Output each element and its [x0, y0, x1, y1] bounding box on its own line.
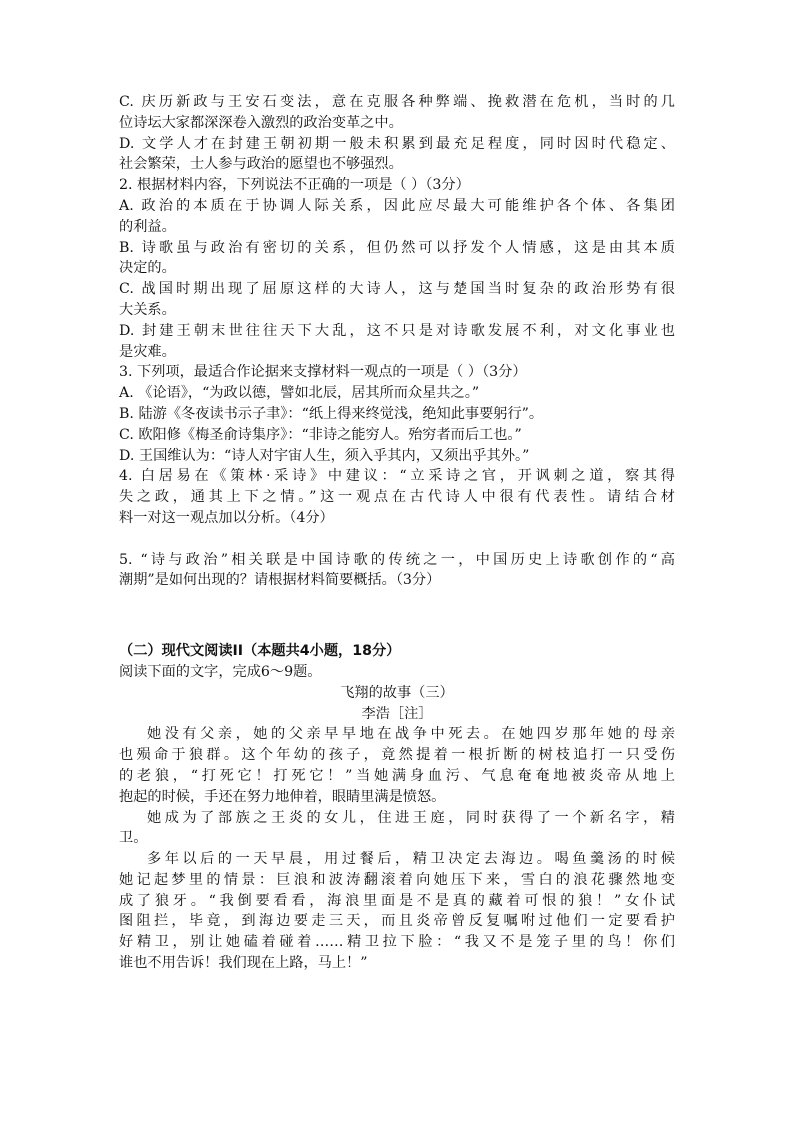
text-line: 也殒命于狼群。这个年幼的孩子，竟然提着一根折断的树枝追打一只受伤 [119, 747, 675, 764]
spacer [119, 591, 675, 641]
text-line: 社会繁荣，士人参与政治的愿望也不够强烈。 [119, 156, 403, 173]
text-line: 位诗坛大家都深深卷入激烈的政治变革之中。 [119, 114, 403, 131]
question-5 [119, 550, 675, 592]
text-line: C. 庆历新政与王安石变法，意在克服各种弊端、挽救潜在危机，当时的几 [119, 94, 675, 110]
text-line: D. 文学人才在封建王朝初期一般未积累到最充足程度，同时因时代稳定、 [119, 135, 675, 152]
text-line: D. 王国维认为：“诗人对宇宙人生，须入乎其内，又须出乎其外。” [119, 447, 530, 464]
reading-instruction: 阅读下面的文字，完成6～9题。 [119, 663, 322, 680]
story-body [119, 724, 675, 974]
text-line: 谁也不用告诉！我们现在上路，马上！” [119, 955, 368, 972]
text-line: B. 诗歌虽与政治有密切的关系，但仍然可以抒发个人情感，这是由其本质 [119, 239, 675, 256]
text-line: 4. 白居易在《策林·采诗》中建议：“立采诗之官，开讽刺之道，察其得 [119, 468, 675, 485]
text-line: C. 欧阳修《梅圣俞诗集序》：“非诗之能穷人。殆穷者而后工也。” [119, 426, 522, 443]
text-line: 好精卫，别让她磕着碰着……精卫拉下脸：“我又不是笼子里的鸟！你们 [119, 934, 675, 951]
text-line: 5. “诗与政治”相关联是中国诗歌的传统之一，中国历史上诗歌创作的“高 [119, 551, 675, 568]
text-line: 多年以后的一天早晨，用过餐后，精卫决定去海边。喝鱼羹汤的时候 [147, 851, 675, 868]
text-line: 失之政，通其上下之情。”这一观点在古代诗人中很有代表性。请结合材 [119, 489, 675, 506]
text-line: 的利益。 [119, 218, 176, 235]
question-block-1-4 [119, 92, 675, 529]
text-line: A. 政治的本质在于协调人际关系，因此应尽最大可能维护各个体、各集团 [119, 197, 675, 214]
text-line: 料一对这一观点加以分析。（4分） [119, 509, 334, 526]
text-line: A. 《论语》，“为政以德，譬如北辰，居其所而众星共之。” [119, 385, 480, 402]
story-title: 飞翔的故事（三） [340, 684, 454, 701]
text-line: 图阻拦，毕竟，到海边要走三天，而且炎帝曾反复嘱咐过他们一定要看护 [119, 913, 675, 930]
text-line: B. 陆游《冬夜读书示子聿》：“纸上得来终觉浅，绝知此事要躬行”。 [119, 405, 544, 422]
text-line: 卫。 [119, 830, 148, 847]
text-line: 她成为了部族之王炎的女儿，住进王庭，同时获得了一个新名字，精 [147, 809, 675, 826]
text-line: 大关系。 [119, 301, 176, 318]
spacer [119, 529, 675, 550]
text-line: 是灾难。 [119, 343, 176, 360]
text-line: 3. 下列项，最适合作论据来支撑材料一观点的一项是（ ）（3分） [119, 364, 527, 381]
text-line: C. 战国时期出现了屈原这样的大诗人，这与楚国当时复杂的政治形势有很 [119, 281, 675, 298]
text-line: 她记起梦里的情景：巨浪和波涛翻滚着向她压下来，雪白的浪花骤然地变 [119, 871, 675, 888]
story-author: 李浩［注］ [361, 705, 433, 722]
text-line: 决定的。 [119, 260, 176, 277]
text-line: 成了狼牙。“我倒要看看，海浪里面是不是真的藏着可恨的狼！”女仆试 [119, 892, 675, 909]
text-line: 的老狼，“打死它！打死它！”当她满身血污、气息奄奄地被炎帝从地上 [119, 767, 675, 784]
text-line: 潮期”是如何出现的？请根据材料简要概括。（3分） [119, 572, 441, 589]
text-line: 她没有父亲，她的父亲早早地在战争中死去。在她四岁那年她的母亲 [147, 726, 675, 743]
text-line: 抱起的时候，手还在努力地伸着，眼睛里满是愤怒。 [119, 788, 446, 805]
section-heading: （二）现代文阅读II（本题共4小题，18分） [119, 643, 401, 660]
exam-page [119, 92, 675, 974]
text-line: 2. 根据材料内容，下列说法不正确的一项是（ ）（3分） [119, 177, 470, 194]
text-line: D. 封建王朝末世往往天下大乱，这不只是对诗歌发展不利，对文化事业也 [119, 322, 675, 339]
